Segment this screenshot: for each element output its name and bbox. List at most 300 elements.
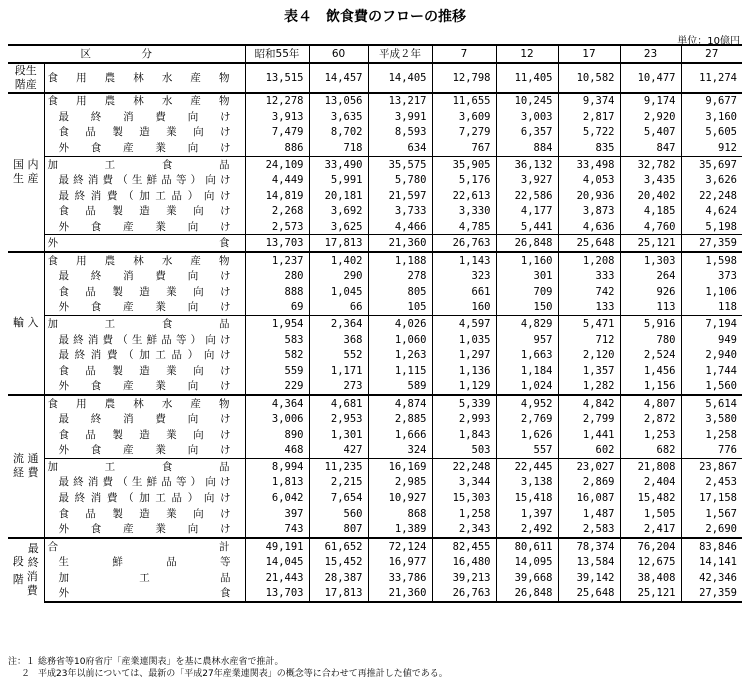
value-cell: 1,237	[245, 252, 309, 269]
value-cell: 24,109	[245, 156, 309, 172]
row-label	[44, 252, 245, 269]
value-cell: 7,279	[432, 125, 496, 141]
header-year: 昭和55年	[245, 45, 309, 63]
value-cell: 3,635	[309, 109, 368, 125]
value-cell: 26,763	[432, 235, 496, 252]
value-cell: 4,026	[368, 316, 432, 332]
row-label-text: 外 食 産 業 向 け	[58, 301, 231, 314]
value-cell: 273	[309, 378, 368, 395]
unit-label: 単位：10億円	[677, 36, 740, 47]
value-cell: 26,763	[432, 586, 496, 603]
value-cell: 264	[620, 269, 681, 285]
value-cell: 1,171	[309, 363, 368, 379]
value-cell: 15,303	[432, 490, 496, 506]
value-cell: 926	[620, 284, 681, 300]
value-cell: 21,597	[368, 188, 432, 204]
value-cell: 1,115	[368, 363, 432, 379]
value-cell: 113	[620, 300, 681, 316]
value-cell: 27,359	[681, 586, 742, 603]
value-cell: 17,813	[309, 235, 368, 252]
value-cell: 39,668	[496, 570, 558, 586]
value-cell: 5,605	[681, 125, 742, 141]
value-cell: 1,560	[681, 378, 742, 395]
row-label-text: 最 終 消 費 向 け	[58, 110, 231, 123]
value-cell: 11,274	[681, 63, 742, 93]
value-cell: 4,842	[558, 395, 620, 412]
value-cell: 12,675	[620, 554, 681, 570]
value-cell: 10,927	[368, 490, 432, 506]
value-cell: 3,625	[309, 219, 368, 235]
value-cell: 21,360	[368, 586, 432, 603]
note-1	[8, 656, 448, 668]
value-cell: 14,405	[368, 63, 432, 93]
row-label-text: 食 品 製 造 業 向 け	[58, 285, 231, 298]
value-cell: 2,993	[432, 411, 496, 427]
value-cell: 324	[368, 443, 432, 459]
value-cell: 776	[681, 443, 742, 459]
value-cell: 25,648	[558, 235, 620, 252]
table-row	[8, 284, 742, 300]
value-cell: 39,142	[558, 570, 620, 586]
row-label-text: 食 用 農 林 水 産 物	[47, 71, 230, 84]
value-cell: 13,703	[245, 235, 309, 252]
value-cell: 25,121	[620, 235, 681, 252]
value-cell: 5,471	[558, 316, 620, 332]
row-label-text: 加 工 食 品	[47, 460, 230, 473]
value-cell: 39,213	[432, 570, 496, 586]
value-cell: 23,027	[558, 459, 620, 475]
value-cell: 9,374	[558, 93, 620, 110]
value-cell: 5,339	[432, 395, 496, 412]
value-cell: 1,156	[620, 378, 681, 395]
value-cell: 10,477	[620, 63, 681, 93]
row-label	[44, 554, 245, 570]
value-cell: 1,663	[496, 347, 558, 363]
table-row	[8, 300, 742, 316]
value-cell: 4,177	[496, 203, 558, 219]
row-label-text: 最 終 消 費 向 け	[58, 413, 231, 426]
row-label-text: 加 工 食 品	[47, 158, 230, 171]
value-cell: 1,160	[496, 252, 558, 269]
table-row	[8, 378, 742, 395]
table-row	[8, 521, 742, 538]
value-cell: 1,143	[432, 252, 496, 269]
row-label	[44, 284, 245, 300]
value-cell: 333	[558, 269, 620, 285]
row-label	[44, 538, 245, 555]
value-cell: 5,407	[620, 125, 681, 141]
value-cell: 2,364	[309, 316, 368, 332]
row-label-text: 外 食 産 業 向 け	[58, 141, 231, 154]
row-label	[44, 156, 245, 172]
table-notes	[8, 656, 448, 680]
value-cell: 301	[496, 269, 558, 285]
value-cell: 1,208	[558, 252, 620, 269]
value-cell: 1,301	[309, 427, 368, 443]
row-label	[44, 459, 245, 475]
row-label-text: 最終消費（加工品）向け	[58, 491, 231, 504]
table-row	[8, 252, 742, 269]
value-cell: 957	[496, 332, 558, 348]
row-label	[44, 109, 245, 125]
value-cell: 1,389	[368, 521, 432, 538]
value-cell: 807	[309, 521, 368, 538]
value-cell: 11,405	[496, 63, 558, 93]
value-cell: 886	[245, 140, 309, 156]
header-year: 17	[558, 45, 620, 63]
value-cell: 16,087	[558, 490, 620, 506]
table-row	[8, 347, 742, 363]
row-label-text: 食 用 農 林 水 産 物	[47, 254, 230, 267]
row-label	[44, 93, 245, 110]
value-cell: 20,402	[620, 188, 681, 204]
value-cell: 323	[432, 269, 496, 285]
section-label	[8, 538, 44, 602]
row-label	[44, 63, 245, 93]
value-cell: 5,441	[496, 219, 558, 235]
value-cell: 22,586	[496, 188, 558, 204]
table-row	[8, 109, 742, 125]
value-cell: 560	[309, 506, 368, 522]
value-cell: 5,916	[620, 316, 681, 332]
value-cell: 25,121	[620, 586, 681, 603]
value-cell: 780	[620, 332, 681, 348]
value-cell: 1,282	[558, 378, 620, 395]
table-row	[8, 490, 742, 506]
value-cell: 6,357	[496, 125, 558, 141]
row-label	[44, 427, 245, 443]
value-cell: 3,580	[681, 411, 742, 427]
value-cell: 1,188	[368, 252, 432, 269]
note-text: 平成23年以前については、最新の「平成27年産業連関表」の概念等に合わせて再推計した値である。	[38, 669, 448, 679]
value-cell: 82,455	[432, 538, 496, 555]
value-cell: 21,808	[620, 459, 681, 475]
table-title: 表４ 飲食費のフローの推移	[284, 9, 466, 25]
table-row	[8, 63, 742, 93]
value-cell: 3,692	[309, 203, 368, 219]
value-cell: 35,697	[681, 156, 742, 172]
value-cell: 2,817	[558, 109, 620, 125]
row-label	[44, 443, 245, 459]
value-cell: 2,885	[368, 411, 432, 427]
row-label	[44, 332, 245, 348]
value-cell: 602	[558, 443, 620, 459]
header-year: 7	[432, 45, 496, 63]
value-cell: 12,278	[245, 93, 309, 110]
table-row	[8, 203, 742, 219]
header-year: 23	[620, 45, 681, 63]
row-label-text: 食 用 農 林 水 産 物	[47, 95, 230, 108]
value-cell: 1,397	[496, 506, 558, 522]
value-cell: 4,364	[245, 395, 309, 412]
value-cell: 10,245	[496, 93, 558, 110]
value-cell: 1,263	[368, 347, 432, 363]
value-cell: 4,952	[496, 395, 558, 412]
row-label	[44, 411, 245, 427]
value-cell: 133	[558, 300, 620, 316]
value-cell: 5,614	[681, 395, 742, 412]
value-cell: 890	[245, 427, 309, 443]
value-cell: 2,985	[368, 475, 432, 491]
value-cell: 373	[681, 269, 742, 285]
note-label: 注：１	[8, 657, 36, 667]
value-cell: 1,303	[620, 252, 681, 269]
header-year: 平成２年	[368, 45, 432, 63]
value-cell: 583	[245, 332, 309, 348]
row-label	[44, 172, 245, 188]
value-cell: 582	[245, 347, 309, 363]
row-label-text: 外 食 産 業 向 け	[58, 444, 231, 457]
value-cell: 5,198	[681, 219, 742, 235]
value-cell: 3,006	[245, 411, 309, 427]
header-year: 12	[496, 45, 558, 63]
value-cell: 2,215	[309, 475, 368, 491]
row-label-text: 食 品 製 造 業 向 け	[58, 507, 231, 520]
row-label	[44, 347, 245, 363]
value-cell: 1,357	[558, 363, 620, 379]
value-cell: 13,217	[368, 93, 432, 110]
value-cell: 280	[245, 269, 309, 285]
value-cell: 2,120	[558, 347, 620, 363]
row-label-text: 最終消費（生鮮品等）向け	[58, 333, 231, 346]
value-cell: 2,769	[496, 411, 558, 427]
row-label-text: 最終消費（加工品）向け	[58, 189, 231, 202]
value-cell: 26,848	[496, 586, 558, 603]
value-cell: 2,343	[432, 521, 496, 538]
table-row	[8, 554, 742, 570]
value-cell: 5,780	[368, 172, 432, 188]
value-cell: 32,782	[620, 156, 681, 172]
value-cell: 14,141	[681, 554, 742, 570]
value-cell: 4,597	[432, 316, 496, 332]
value-cell: 3,873	[558, 203, 620, 219]
value-cell: 1,136	[432, 363, 496, 379]
row-label-text: 食 用 農 林 水 産 物	[47, 397, 230, 410]
row-label-text: 外 食 産 業 向 け	[58, 380, 231, 393]
value-cell: 229	[245, 378, 309, 395]
value-cell: 2,583	[558, 521, 620, 538]
table-row	[8, 188, 742, 204]
value-cell: 4,449	[245, 172, 309, 188]
value-cell: 33,786	[368, 570, 432, 586]
value-cell: 1,487	[558, 506, 620, 522]
value-cell: 1,456	[620, 363, 681, 379]
value-cell: 26,848	[496, 235, 558, 252]
table-row	[8, 363, 742, 379]
row-label-text: 食 品 製 造 業 向 け	[58, 205, 231, 218]
value-cell: 105	[368, 300, 432, 316]
value-cell: 712	[558, 332, 620, 348]
row-label	[44, 570, 245, 586]
value-cell: 14,819	[245, 188, 309, 204]
value-cell: 61,652	[309, 538, 368, 555]
value-cell: 14,095	[496, 554, 558, 570]
value-cell: 2,953	[309, 411, 368, 427]
value-cell: 28,387	[309, 570, 368, 586]
value-cell: 3,626	[681, 172, 742, 188]
value-cell: 22,445	[496, 459, 558, 475]
value-cell: 4,807	[620, 395, 681, 412]
value-cell: 1,813	[245, 475, 309, 491]
value-cell: 2,492	[496, 521, 558, 538]
value-cell: 559	[245, 363, 309, 379]
row-label-text: 食 品 製 造 業 向 け	[58, 364, 231, 377]
value-cell: 2,869	[558, 475, 620, 491]
value-cell: 3,435	[620, 172, 681, 188]
value-cell: 21,443	[245, 570, 309, 586]
value-cell: 22,248	[681, 188, 742, 204]
table-row	[8, 269, 742, 285]
value-cell: 1,024	[496, 378, 558, 395]
value-cell: 1,297	[432, 347, 496, 363]
table-row	[8, 156, 742, 172]
value-cell: 76,204	[620, 538, 681, 555]
row-label	[44, 219, 245, 235]
value-cell: 36,132	[496, 156, 558, 172]
section-label: 国 内 生 産	[8, 93, 44, 252]
value-cell: 11,235	[309, 459, 368, 475]
value-cell: 2,940	[681, 347, 742, 363]
value-cell: 11,655	[432, 93, 496, 110]
value-cell: 14,457	[309, 63, 368, 93]
row-label	[44, 235, 245, 252]
value-cell: 42,346	[681, 570, 742, 586]
value-cell: 589	[368, 378, 432, 395]
section-label: 段生 階産	[8, 63, 44, 93]
table-row	[8, 395, 742, 412]
value-cell: 14,045	[245, 554, 309, 570]
row-label-text: 食 品 製 造 業 向 け	[58, 126, 231, 139]
row-label-text: 外 食 産 業 向 け	[58, 220, 231, 233]
value-cell: 33,498	[558, 156, 620, 172]
value-cell: 8,994	[245, 459, 309, 475]
value-cell: 2,799	[558, 411, 620, 427]
table-row	[8, 125, 742, 141]
value-cell: 66	[309, 300, 368, 316]
value-cell: 847	[620, 140, 681, 156]
section-label-stage: 段 階	[12, 554, 24, 586]
value-cell: 2,524	[620, 347, 681, 363]
value-cell: 78,374	[558, 538, 620, 555]
value-cell: 9,677	[681, 93, 742, 110]
row-label	[44, 475, 245, 491]
value-cell: 16,480	[432, 554, 496, 570]
row-label-text: 外 食 産 業 向 け	[58, 523, 231, 536]
row-label-text: 外 食	[47, 237, 230, 250]
row-label-text: 合 計	[47, 540, 230, 553]
section-label-consumption: 消 費	[26, 570, 38, 598]
value-cell: 661	[432, 284, 496, 300]
value-cell: 8,593	[368, 125, 432, 141]
row-label	[44, 203, 245, 219]
value-cell: 290	[309, 269, 368, 285]
value-cell: 35,905	[432, 156, 496, 172]
value-cell: 2,268	[245, 203, 309, 219]
value-cell: 83,846	[681, 538, 742, 555]
value-cell: 2,417	[620, 521, 681, 538]
table-row	[8, 219, 742, 235]
value-cell: 4,760	[620, 219, 681, 235]
row-label	[44, 300, 245, 316]
value-cell: 16,169	[368, 459, 432, 475]
value-cell: 160	[432, 300, 496, 316]
value-cell: 4,681	[309, 395, 368, 412]
row-label-text: 加 工 品	[58, 571, 231, 584]
value-cell: 4,466	[368, 219, 432, 235]
value-cell: 468	[245, 443, 309, 459]
value-cell: 17,158	[681, 490, 742, 506]
value-cell: 7,194	[681, 316, 742, 332]
section-label-final-consumption: 最 終	[27, 542, 39, 570]
value-cell: 1,843	[432, 427, 496, 443]
value-cell: 742	[558, 284, 620, 300]
value-cell: 3,913	[245, 109, 309, 125]
header-year: 60	[309, 45, 368, 63]
header-category: 区 分	[80, 47, 172, 60]
note-text: 総務省等10府省庁「産業連関表」を基に農林水産省で推計。	[38, 657, 284, 667]
value-cell: 23,867	[681, 459, 742, 475]
row-label	[44, 140, 245, 156]
table-row	[8, 93, 742, 110]
value-cell: 3,609	[432, 109, 496, 125]
value-cell: 5,176	[432, 172, 496, 188]
value-cell: 17,813	[309, 586, 368, 603]
table-row	[8, 411, 742, 427]
value-cell: 13,056	[309, 93, 368, 110]
value-cell: 4,829	[496, 316, 558, 332]
row-label	[44, 395, 245, 412]
value-cell: 1,626	[496, 427, 558, 443]
value-cell: 3,003	[496, 109, 558, 125]
value-cell: 1,598	[681, 252, 742, 269]
value-cell: 20,181	[309, 188, 368, 204]
table-row	[8, 427, 742, 443]
value-cell: 1,567	[681, 506, 742, 522]
value-cell: 22,613	[432, 188, 496, 204]
value-cell: 3,733	[368, 203, 432, 219]
value-cell: 16,977	[368, 554, 432, 570]
value-cell: 718	[309, 140, 368, 156]
row-label	[44, 188, 245, 204]
value-cell: 9,174	[620, 93, 681, 110]
value-cell: 557	[496, 443, 558, 459]
value-cell: 634	[368, 140, 432, 156]
value-cell: 7,479	[245, 125, 309, 141]
value-cell: 397	[245, 506, 309, 522]
value-cell: 2,872	[620, 411, 681, 427]
value-cell: 1,106	[681, 284, 742, 300]
row-label	[44, 521, 245, 538]
value-cell: 805	[368, 284, 432, 300]
value-cell: 1,045	[309, 284, 368, 300]
table-row	[8, 140, 742, 156]
row-label	[44, 125, 245, 141]
table-row	[8, 538, 742, 555]
table-row	[8, 316, 742, 332]
value-cell: 835	[558, 140, 620, 156]
value-cell: 4,636	[558, 219, 620, 235]
value-cell: 1,258	[681, 427, 742, 443]
value-cell: 13,584	[558, 554, 620, 570]
value-cell: 4,185	[620, 203, 681, 219]
value-cell: 13,515	[245, 63, 309, 93]
value-cell: 33,490	[309, 156, 368, 172]
value-cell: 743	[245, 521, 309, 538]
value-cell: 552	[309, 347, 368, 363]
value-cell: 1,954	[245, 316, 309, 332]
value-cell: 10,582	[558, 63, 620, 93]
section-label: 輸 入	[8, 252, 44, 395]
